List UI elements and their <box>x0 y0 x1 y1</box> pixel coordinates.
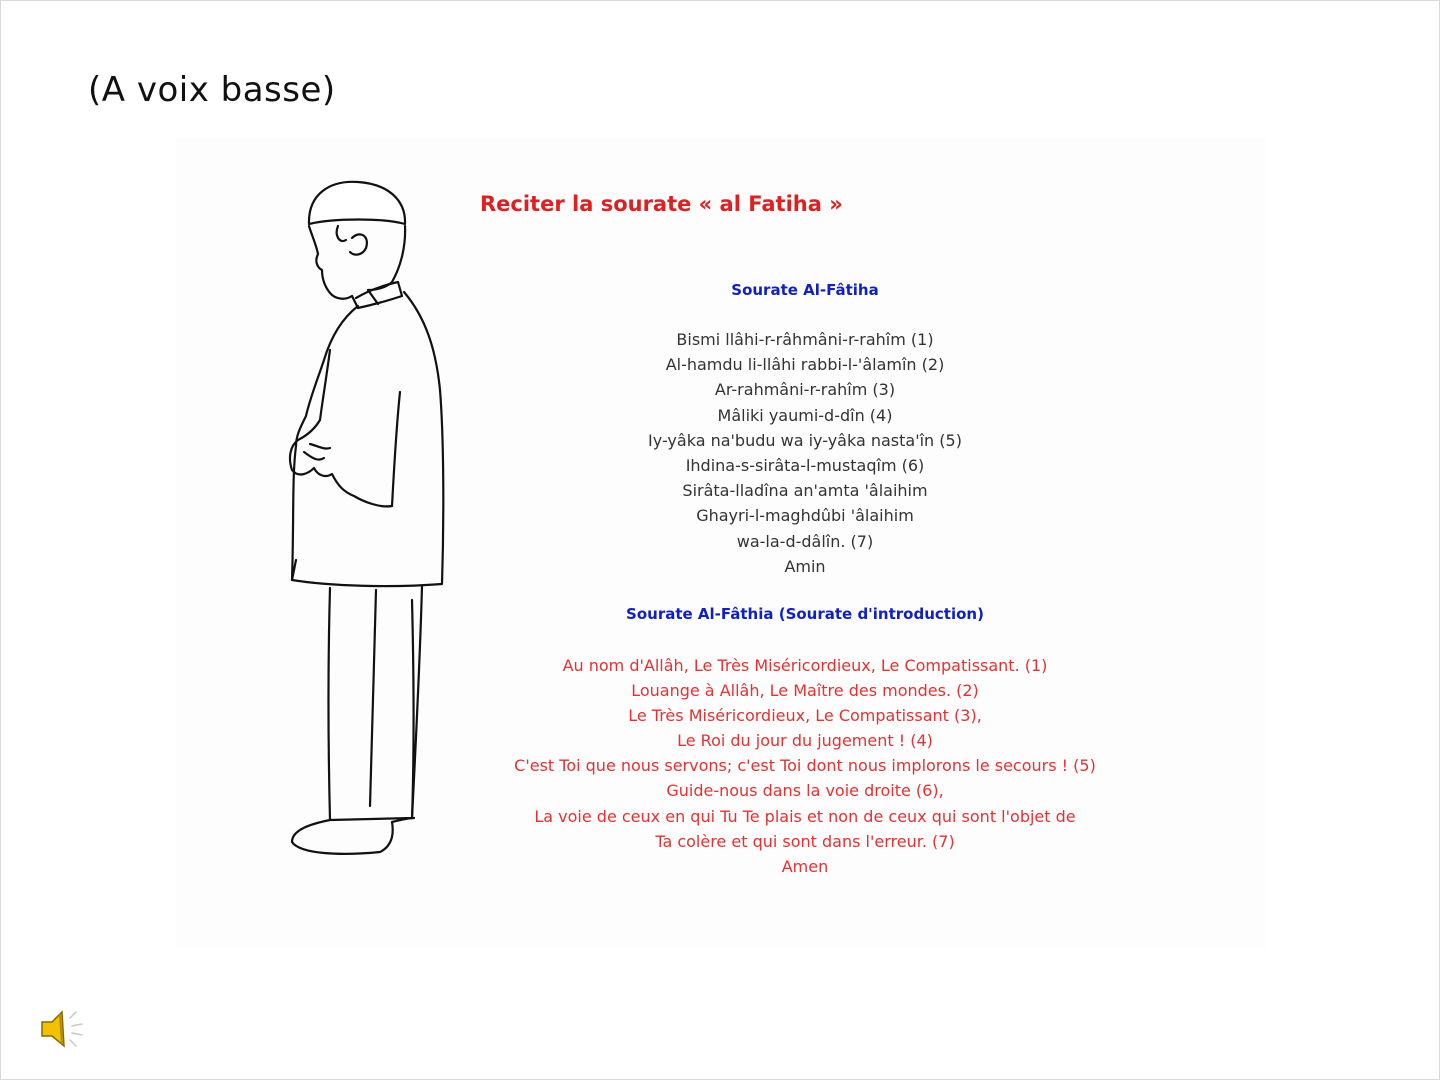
translation-line: Le Très Miséricordieux, Le Compatissant (3), <box>628 706 982 726</box>
translation-line: C'est Toi que nous servons; c'est Toi dont nous implorons le secours ! (5) <box>514 756 1096 776</box>
translation-line: Guide-nous dans la voie droite (6), <box>666 781 944 801</box>
transliteration-line: Mâliki yaumi-d-dîn (4) <box>717 405 893 425</box>
praying-figure-illustration <box>270 170 460 870</box>
translation-title-wrap <box>460 604 1150 623</box>
translation-title: Sourate Al-Fâthia (Sourate d'introduction) <box>626 605 984 623</box>
translation-line: Au nom d'Allâh, Le Très Miséricordieux, Le Compatissant. (1) <box>562 656 1048 675</box>
transliteration-line: Sirâta-lladîna an'amta 'âlaihim <box>682 481 928 501</box>
translation-line: Louange à Allâh, Le Maître des mondes. (2) <box>631 681 979 701</box>
transliteration-line: Al-hamdu li-llâhi rabbi-l-'âlamîn (2) <box>665 355 945 375</box>
slide-heading: (A voix basse) <box>88 70 336 110</box>
transliteration-line: Ghayri-l-maghdûbi 'âlaihim <box>696 506 914 526</box>
transliteration-line: Ihdina-s-sirâta-l-mustaqîm (6) <box>685 456 925 476</box>
translation-line: La voie de ceux en qui Tu Te plais et non de ceux qui sont l'objet de <box>534 806 1076 826</box>
transliteration-line: Iy-yâka na'budu wa iy-yâka nasta'în (5) <box>648 430 962 450</box>
translation-line: Ta colère et qui sont dans l'erreur. (7) <box>655 831 955 851</box>
transliteration-title: Sourate Al-Fâtiha <box>731 281 879 299</box>
translation-line: Le Roi du jour du jugement ! (4) <box>677 731 933 751</box>
transliteration-line: Bismi llâhi-r-râhmâni-r-rahîm (1) <box>676 330 934 349</box>
speaker-icon[interactable] <box>38 1006 88 1052</box>
recite-instruction: Reciter la sourate « al Fatiha » <box>480 192 843 216</box>
translation-block <box>460 653 1150 879</box>
transliteration-title-wrap <box>460 280 1150 299</box>
transliteration-line: Amin <box>784 556 826 576</box>
transliteration-block <box>460 327 1150 579</box>
translation-line: Amen <box>781 856 829 876</box>
transliteration-line: wa-la-d-dâlîn. (7) <box>736 531 874 551</box>
transliteration-line: Ar-rahmâni-r-rahîm (3) <box>714 380 896 400</box>
